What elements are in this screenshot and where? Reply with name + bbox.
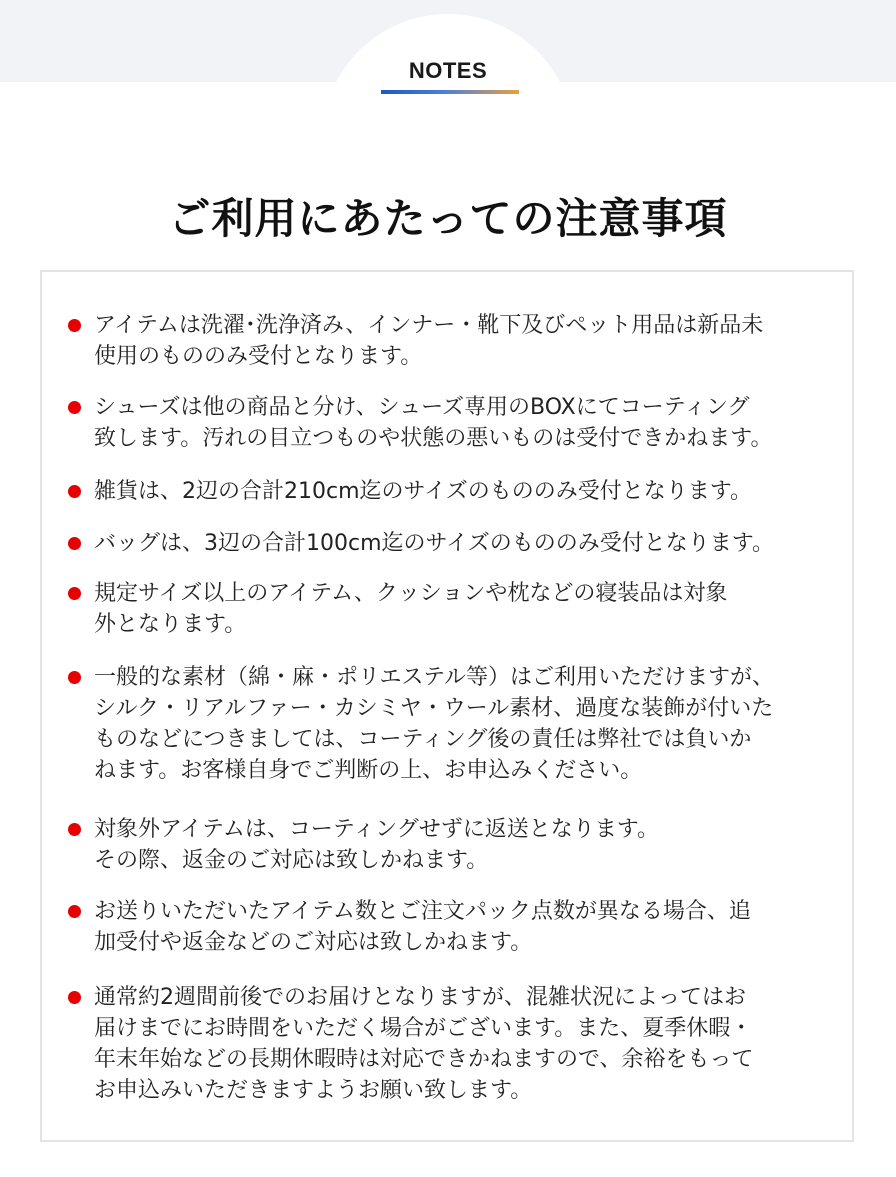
note-text: 通常約2週間前後でのお届けとなりますが、混雑状況によってはお 届けまでにお時間をいただく場合がございます。また、夏季休暇・ 年末年始などの長期休暇時は対応できかねますので、余裕をもって お申込みいただきますようお願い致します。	[94, 985, 754, 1103]
note-item	[68, 814, 838, 876]
note-item	[68, 578, 838, 640]
note-item	[68, 528, 838, 559]
note-text: バッグは、3辺の合計100cm迄のサイズのもののみ受付となります。	[94, 531, 774, 556]
note-item	[68, 896, 838, 958]
note-text: 雑貨は、2辺の合計210cm迄のサイズのもののみ受付となります。	[94, 479, 752, 504]
bullet-icon	[68, 671, 81, 684]
note-text: アイテムは洗濯･洗浄済み、インナー・靴下及びペット用品は新品未 使用のもののみ受付となります。	[94, 313, 764, 369]
section-label-underline	[381, 90, 519, 94]
bullet-icon	[68, 905, 81, 918]
bullet-icon	[68, 485, 81, 498]
notes-box	[40, 270, 854, 1142]
bullet-icon	[68, 587, 81, 600]
note-item	[68, 662, 838, 786]
page-title: ご利用にあたっての注意事項	[168, 194, 728, 243]
note-item	[68, 392, 838, 454]
note-item	[68, 982, 838, 1106]
bullet-icon	[68, 319, 81, 332]
note-item	[68, 476, 838, 507]
bullet-icon	[68, 401, 81, 414]
note-text: 一般的な素材（綿・麻・ポリエステル等）はご利用いただけますが、 シルク・リアルファー・カシミヤ・ウール素材、過度な装飾が付いた ものなどにつきましては、コーティング後の責任は弊社では負いか ねます。お客様自身でご判断の上、お申込みください。	[94, 665, 775, 783]
note-text: 対象外アイテムは、コーティングせずに返送となります。 その際、返金のご対応は致しかねます。	[94, 817, 659, 873]
bullet-icon	[68, 991, 81, 1004]
note-text: お送りいただいたアイテム数とご注文パック点数が異なる場合、追 加受付や返金などのご対応は致しかねます。	[94, 899, 751, 955]
bullet-icon	[68, 823, 81, 836]
note-text: シューズは他の商品と分け、シューズ専用のBOXにてコーティング 致します。汚れの目立つものや状態の悪いものは受付できかねます。	[94, 395, 773, 451]
note-text: 規定サイズ以上のアイテム、クッションや枕などの寝装品は対象 外となります。	[94, 581, 728, 637]
section-label: NOTES	[408, 58, 488, 83]
note-item	[68, 310, 838, 372]
bullet-icon	[68, 537, 81, 550]
